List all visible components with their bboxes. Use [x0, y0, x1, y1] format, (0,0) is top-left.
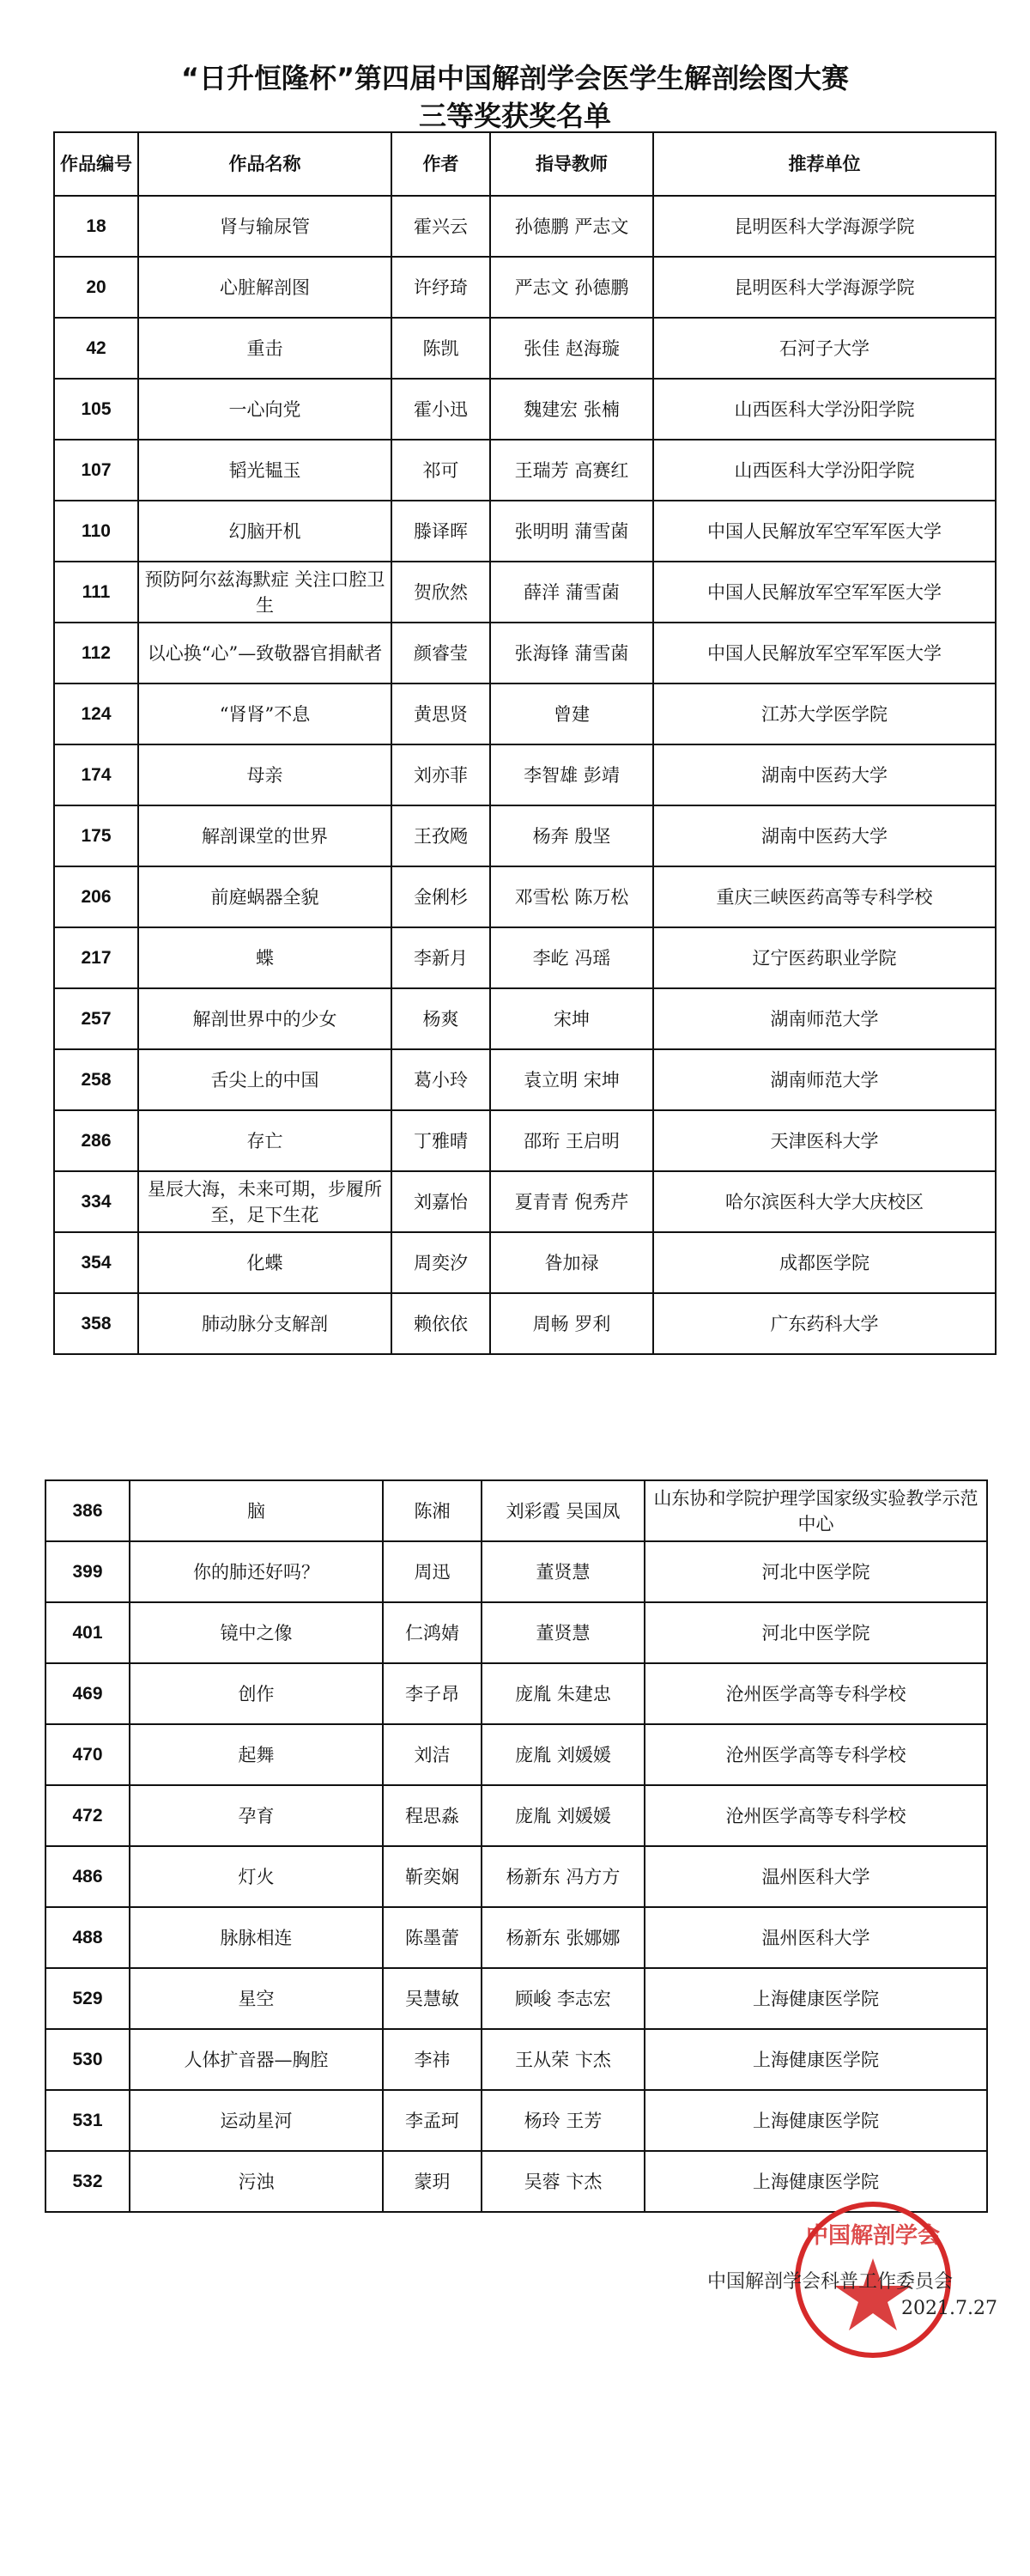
cell-id: 124: [54, 683, 138, 744]
page-subtitle: 三等奖获奖名单: [418, 100, 611, 132]
cell-author: 贺欣然: [391, 562, 490, 623]
cell-author: 陈凯: [391, 318, 490, 379]
cell-advisor: 张明明 蒲雪菌: [490, 501, 653, 562]
cell-id: 111: [54, 562, 138, 623]
cell-work-name: 韬光韫玉: [138, 440, 391, 501]
cell-advisor: 宋坤: [490, 988, 653, 1049]
cell-author: 霍兴云: [391, 196, 490, 257]
cell-author: 吴慧敏: [383, 1968, 482, 2029]
table-row: [54, 1110, 996, 1171]
cell-institution: 上海健康医学院: [645, 1968, 987, 2029]
cell-advisor: 张佳 赵海璇: [490, 318, 653, 379]
cell-id: 105: [54, 379, 138, 440]
table-row: [45, 1907, 987, 1968]
cell-work-name: 前庭蜗器全貌: [138, 866, 391, 927]
cell-work-name: 星空: [130, 1968, 383, 2029]
cell-institution: 石河子大学: [653, 318, 996, 379]
table-row: [45, 2029, 987, 2090]
cell-work-name: 灯火: [130, 1846, 383, 1907]
cell-author: 葛小玲: [391, 1049, 490, 1110]
footer-organization: 中国解剖学会科普工作委员会: [707, 2271, 954, 2293]
cell-work-name: 星辰大海，未来可期，步履所至，足下生花: [138, 1171, 391, 1232]
table-row: [45, 2090, 987, 2151]
cell-work-name: 人体扩音器—胸腔: [130, 2029, 383, 2090]
header-id: 作品编号: [54, 132, 138, 196]
cell-author: 赖依依: [391, 1293, 490, 1354]
cell-author: 许纾琦: [391, 257, 490, 318]
cell-author: 刘嘉怡: [391, 1171, 490, 1232]
table-row: [54, 501, 996, 562]
cell-advisor: 魏建宏 张楠: [490, 379, 653, 440]
cell-institution: 沧州医学高等专科学校: [645, 1663, 987, 1724]
cell-institution: 昆明医科大学海源学院: [653, 196, 996, 257]
cell-advisor: 王从荣 卞杰: [482, 2029, 645, 2090]
cell-institution: 哈尔滨医科大学大庆校区: [653, 1171, 996, 1232]
cell-institution: 广东药科大学: [653, 1293, 996, 1354]
cell-id: 20: [54, 257, 138, 318]
seal-text: 中国解剖学会: [805, 2223, 941, 2249]
cell-id: 399: [45, 1541, 130, 1602]
table-row: [45, 1602, 987, 1663]
cell-work-name: 起舞: [130, 1724, 383, 1785]
cell-author: 杨爽: [391, 988, 490, 1049]
table-row: [54, 623, 996, 683]
cell-id: 531: [45, 2090, 130, 2151]
table-row: [54, 927, 996, 988]
cell-id: 532: [45, 2151, 130, 2212]
cell-id: 18: [54, 196, 138, 257]
table-row: [54, 440, 996, 501]
cell-work-name: 运动星河: [130, 2090, 383, 2151]
cell-institution: 温州医科大学: [645, 1846, 987, 1907]
cell-institution: 湖南中医药大学: [653, 744, 996, 805]
cell-author: 李祎: [383, 2029, 482, 2090]
cell-id: 488: [45, 1907, 130, 1968]
cell-id: 175: [54, 805, 138, 866]
cell-institution: 沧州医学高等专科学校: [645, 1785, 987, 1846]
cell-work-name: 幻脑开机: [138, 501, 391, 562]
cell-author: 蒙玥: [383, 2151, 482, 2212]
cell-institution: 江苏大学医学院: [653, 683, 996, 744]
page-title: “日升恒隆杯”第四届中国解剖学会医学生解剖绘图大赛: [180, 62, 850, 94]
cell-author: 颜睿莹: [391, 623, 490, 683]
cell-work-name: 肾与输尿管: [138, 196, 391, 257]
cell-advisor: 孙德鹏 严志文: [490, 196, 653, 257]
header-author: 作者: [391, 132, 490, 196]
cell-institution: 山西医科大学汾阳学院: [653, 379, 996, 440]
cell-advisor: 薛洋 蒲雪菌: [490, 562, 653, 623]
cell-id: 529: [45, 1968, 130, 2029]
cell-work-name: 化蝶: [138, 1232, 391, 1293]
cell-institution: 温州医科大学: [645, 1907, 987, 1968]
cell-author: 陈湘: [383, 1480, 482, 1541]
cell-id: 257: [54, 988, 138, 1049]
cell-id: 174: [54, 744, 138, 805]
table-row: [45, 1846, 987, 1907]
cell-work-name: 你的肺还好吗？: [130, 1541, 383, 1602]
cell-id: 110: [54, 501, 138, 562]
cell-advisor: 李智雄 彭靖: [490, 744, 653, 805]
cell-work-name: 舌尖上的中国: [138, 1049, 391, 1110]
table-row: [54, 1171, 996, 1232]
cell-work-name: 污浊: [130, 2151, 383, 2212]
cell-id: 386: [45, 1480, 130, 1541]
cell-id: 472: [45, 1785, 130, 1846]
cell-advisor: 邓雪松 陈万松: [490, 866, 653, 927]
table-row: [54, 379, 996, 440]
table-row: [45, 1663, 987, 1724]
cell-advisor: 曾建: [490, 683, 653, 744]
cell-institution: 上海健康医学院: [645, 2090, 987, 2151]
table-row: [54, 988, 996, 1049]
cell-institution: 湖南中医药大学: [653, 805, 996, 866]
cell-author: 黄思贤: [391, 683, 490, 744]
cell-institution: 天津医科大学: [653, 1110, 996, 1171]
cell-work-name: 以心换“心”—致敬器官捐献者: [138, 623, 391, 683]
cell-work-name: 创作: [130, 1663, 383, 1724]
cell-institution: 湖南师范大学: [653, 988, 996, 1049]
cell-advisor: 杨奔 殷坚: [490, 805, 653, 866]
table-row: [54, 866, 996, 927]
cell-author: 祁可: [391, 440, 490, 501]
cell-work-name: 孕育: [130, 1785, 383, 1846]
cell-advisor: 王瑞芳 高赛红: [490, 440, 653, 501]
table-row: [45, 1480, 987, 1541]
cell-author: 李新月: [391, 927, 490, 988]
cell-author: 滕译晖: [391, 501, 490, 562]
cell-author: 周奕汐: [391, 1232, 490, 1293]
table-row: [54, 744, 996, 805]
cell-work-name: 解剖课堂的世界: [138, 805, 391, 866]
cell-institution: 沧州医学高等专科学校: [645, 1724, 987, 1785]
cell-advisor: 杨玲 王芳: [482, 2090, 645, 2151]
cell-work-name: 一心向党: [138, 379, 391, 440]
cell-advisor: 李屹 冯瑶: [490, 927, 653, 988]
cell-id: 486: [45, 1846, 130, 1907]
awards-table-part2: [45, 1479, 988, 2213]
cell-institution: 成都医学院: [653, 1232, 996, 1293]
cell-advisor: 刘彩霞 吴国凤: [482, 1480, 645, 1541]
cell-work-name: 肺动脉分支解剖: [138, 1293, 391, 1354]
header-advisor: 指导教师: [490, 132, 653, 196]
cell-author: 李孟珂: [383, 2090, 482, 2151]
table-row: [54, 1293, 996, 1354]
cell-institution: 河北中医学院: [645, 1602, 987, 1663]
cell-advisor: 邵珩 王启明: [490, 1110, 653, 1171]
cell-id: 401: [45, 1602, 130, 1663]
cell-author: 陈墨蕾: [383, 1907, 482, 1968]
cell-advisor: 严志文 孙德鹏: [490, 257, 653, 318]
cell-id: 42: [54, 318, 138, 379]
cell-advisor: 庞胤 朱建忠: [482, 1663, 645, 1724]
cell-id: 112: [54, 623, 138, 683]
cell-institution: 山东协和学院护理学国家级实验教学示范中心: [645, 1480, 987, 1541]
cell-institution: 上海健康医学院: [645, 2151, 987, 2212]
cell-work-name: 心脏解剖图: [138, 257, 391, 318]
cell-advisor: 吴蓉 卞杰: [482, 2151, 645, 2212]
cell-work-name: 重击: [138, 318, 391, 379]
cell-author: 金俐杉: [391, 866, 490, 927]
cell-author: 李子昂: [383, 1663, 482, 1724]
cell-institution: 上海健康医学院: [645, 2029, 987, 2090]
cell-id: 286: [54, 1110, 138, 1171]
cell-work-name: 镜中之像: [130, 1602, 383, 1663]
cell-id: 470: [45, 1724, 130, 1785]
cell-author: 刘洁: [383, 1724, 482, 1785]
cell-id: 217: [54, 927, 138, 988]
cell-work-name: 蝶: [138, 927, 391, 988]
cell-advisor: 董贤慧: [482, 1602, 645, 1663]
cell-advisor: 董贤慧: [482, 1541, 645, 1602]
table-row: [45, 1541, 987, 1602]
cell-id: 206: [54, 866, 138, 927]
cell-institution: 山西医科大学汾阳学院: [653, 440, 996, 501]
header-work-name: 作品名称: [138, 132, 391, 196]
cell-id: 354: [54, 1232, 138, 1293]
cell-advisor: 张海锋 蒲雪菌: [490, 623, 653, 683]
cell-id: 358: [54, 1293, 138, 1354]
cell-advisor: 庞胤 刘媛媛: [482, 1724, 645, 1785]
cell-author: 丁雅晴: [391, 1110, 490, 1171]
table-row: [54, 805, 996, 866]
cell-institution: 中国人民解放军空军军医大学: [653, 501, 996, 562]
cell-author: 周迅: [383, 1541, 482, 1602]
table-row: [54, 1049, 996, 1110]
footer-date: 2021.7.27: [901, 2298, 997, 2319]
cell-advisor: 周畅 罗利: [490, 1293, 653, 1354]
cell-advisor: 杨新东 张娜娜: [482, 1907, 645, 1968]
cell-work-name: 脑: [130, 1480, 383, 1541]
cell-author: 刘亦菲: [391, 744, 490, 805]
cell-id: 334: [54, 1171, 138, 1232]
cell-id: 530: [45, 2029, 130, 2090]
cell-institution: 中国人民解放军空军军医大学: [653, 562, 996, 623]
cell-institution: 辽宁医药职业学院: [653, 927, 996, 988]
table-row: [54, 683, 996, 744]
cell-institution: 河北中医学院: [645, 1541, 987, 1602]
cell-work-name: 解剖世界中的少女: [138, 988, 391, 1049]
cell-advisor: 袁立明 宋坤: [490, 1049, 653, 1110]
table-row: [54, 257, 996, 318]
table-row: [45, 1968, 987, 2029]
cell-institution: 中国人民解放军空军军医大学: [653, 623, 996, 683]
header-institution: 推荐单位: [653, 132, 996, 196]
table-row: [54, 562, 996, 623]
table-row: [54, 196, 996, 257]
cell-work-name: 预防阿尔兹海默症 关注口腔卫生: [138, 562, 391, 623]
table-header-row: [54, 132, 996, 196]
cell-author: 靳奕娴: [383, 1846, 482, 1907]
cell-author: 王孜飏: [391, 805, 490, 866]
awards-table-part1: [53, 131, 997, 1355]
cell-author: 仁鸿婧: [383, 1602, 482, 1663]
table-row: [45, 1785, 987, 1846]
cell-institution: 湖南师范大学: [653, 1049, 996, 1110]
cell-author: 霍小迅: [391, 379, 490, 440]
cell-advisor: 昝加禄: [490, 1232, 653, 1293]
cell-advisor: 庞胤 刘媛媛: [482, 1785, 645, 1846]
table-row: [54, 318, 996, 379]
cell-work-name: 母亲: [138, 744, 391, 805]
table-row: [54, 1232, 996, 1293]
cell-author: 程思淼: [383, 1785, 482, 1846]
cell-id: 107: [54, 440, 138, 501]
cell-institution: 昆明医科大学海源学院: [653, 257, 996, 318]
table-row: [45, 1724, 987, 1785]
cell-work-name: 脉脉相连: [130, 1907, 383, 1968]
cell-work-name: 存亡: [138, 1110, 391, 1171]
cell-institution: 重庆三峡医药高等专科学校: [653, 866, 996, 927]
cell-work-name: “肾肾”不息: [138, 683, 391, 744]
cell-advisor: 夏青青 倪秀芹: [490, 1171, 653, 1232]
cell-advisor: 杨新东 冯方方: [482, 1846, 645, 1907]
cell-advisor: 顾峻 李志宏: [482, 1968, 645, 2029]
cell-id: 469: [45, 1663, 130, 1724]
cell-id: 258: [54, 1049, 138, 1110]
